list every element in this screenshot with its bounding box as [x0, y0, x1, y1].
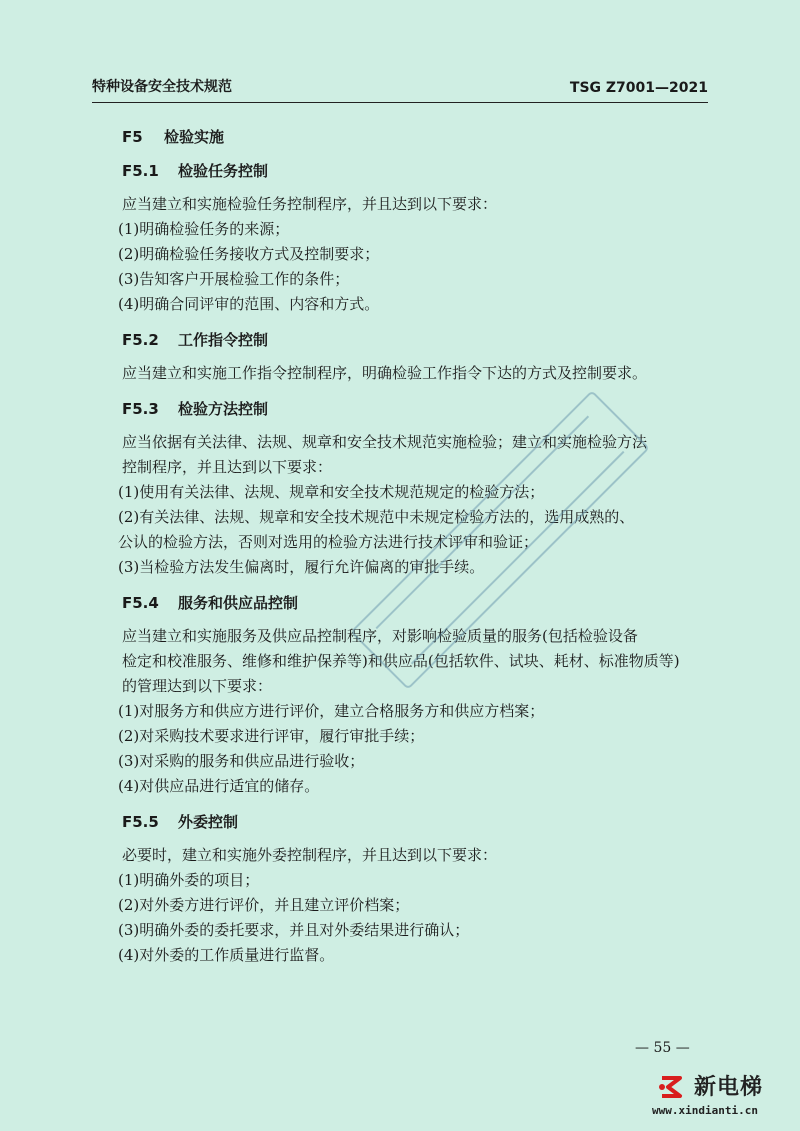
subsection-body — [118, 843, 708, 968]
subsection-heading — [122, 590, 708, 616]
logo-mark-icon — [656, 1072, 686, 1102]
paragraph-line: 必要时，建立和实施外委控制程序，并且达到以下要求： — [122, 846, 498, 864]
subsection-heading — [122, 809, 708, 835]
subsection-number: F5.1 — [122, 162, 159, 180]
list-item: (1)明确检验任务的来源； — [118, 220, 290, 238]
list-item: (2)对采购技术要求进行评审，履行审批手续； — [118, 727, 425, 745]
subsection-title: 工作指令控制 — [178, 331, 269, 349]
list-item: (1)使用有关法律、法规、规章和安全技术规范规定的检验方法； — [118, 483, 545, 501]
subsection-body — [122, 361, 708, 386]
section-title: 检验实施 — [164, 128, 225, 146]
subsection-body — [118, 192, 708, 317]
page-number: — 55 — — [635, 1040, 690, 1056]
subsections — [118, 158, 708, 968]
section-number: F5 — [122, 128, 143, 146]
list-item: (3)当检验方法发生偏离时，履行允许偏离的审批手续。 — [118, 558, 485, 576]
list-item: (2)有关法律、法规、规章和安全技术规范中未规定检验方法的，选用成熟的、 — [118, 508, 635, 526]
paragraph-line: 的管理达到以下要求： — [122, 677, 273, 695]
list-item: (2)明确检验任务接收方式及控制要求； — [118, 245, 380, 263]
subsection-title: 检验任务控制 — [178, 162, 269, 180]
paragraph-line: 控制程序，并且达到以下要求： — [122, 458, 333, 476]
logo-name: 新电梯 — [694, 1075, 764, 1100]
list-item: (3)告知客户开展检验工作的条件； — [118, 270, 350, 288]
header-right-code: TSG Z7001—2021 — [569, 80, 708, 96]
paragraph-line: 检定和校准服务、维修和维护保养等)和供应品(包括软件、试块、耗材、标准物质等) — [122, 652, 680, 670]
list-item: (3)明确外委的委托要求，并且对外委结果进行确认； — [118, 921, 470, 939]
subsection-body — [118, 430, 708, 580]
list-item: (4)明确合同评审的范围、内容和方式。 — [118, 295, 380, 313]
logo-url: www.xindianti.cn — [652, 1104, 758, 1117]
subsection-title: 服务和供应品控制 — [178, 594, 299, 612]
subsection-heading — [122, 327, 708, 353]
list-item: (3)对采购的服务和供应品进行验收； — [118, 752, 365, 770]
paragraph-line: 应当建立和实施工作指令控制程序，明确检验工作指令下达的方式及控制要求。 — [122, 364, 648, 382]
list-item: (4)对供应品进行适宜的储存。 — [118, 777, 320, 795]
subsection-heading — [122, 158, 708, 184]
list-item: (1)明确外委的项目； — [118, 871, 260, 889]
list-item: (2)对外委方进行评价，并且建立评价档案； — [118, 896, 410, 914]
subsection-body — [118, 624, 708, 799]
paragraph-line: 应当建立和实施检验任务控制程序，并且达到以下要求： — [122, 195, 498, 213]
list-item: (4)对外委的工作质量进行监督。 — [118, 946, 335, 964]
subsection-title: 外委控制 — [178, 813, 239, 831]
subsection-number: F5.5 — [122, 813, 159, 831]
running-header — [92, 76, 708, 103]
list-item: (1)对服务方和供应方进行评价，建立合格服务方和供应方档案； — [118, 702, 545, 720]
subsection-heading — [122, 396, 708, 422]
subsection-number: F5.4 — [122, 594, 159, 612]
section-heading — [122, 124, 708, 150]
subsection-title: 检验方法控制 — [178, 400, 269, 418]
header-left-title: 特种设备安全技术规范 — [92, 79, 232, 95]
subsection-number: F5.2 — [122, 331, 159, 349]
subsection-number: F5.3 — [122, 400, 159, 418]
paragraph-line: 应当依据有关法律、法规、规章和安全技术规范实施检验；建立和实施检验方法 — [122, 433, 648, 451]
list-item: 公认的检验方法，否则对选用的检验方法进行技术评审和验证； — [118, 533, 539, 551]
document-body — [118, 124, 708, 978]
site-logo — [652, 1070, 792, 1125]
paragraph-line: 应当建立和实施服务及供应品控制程序，对影响检验质量的服务(包括检验设备 — [122, 627, 638, 645]
